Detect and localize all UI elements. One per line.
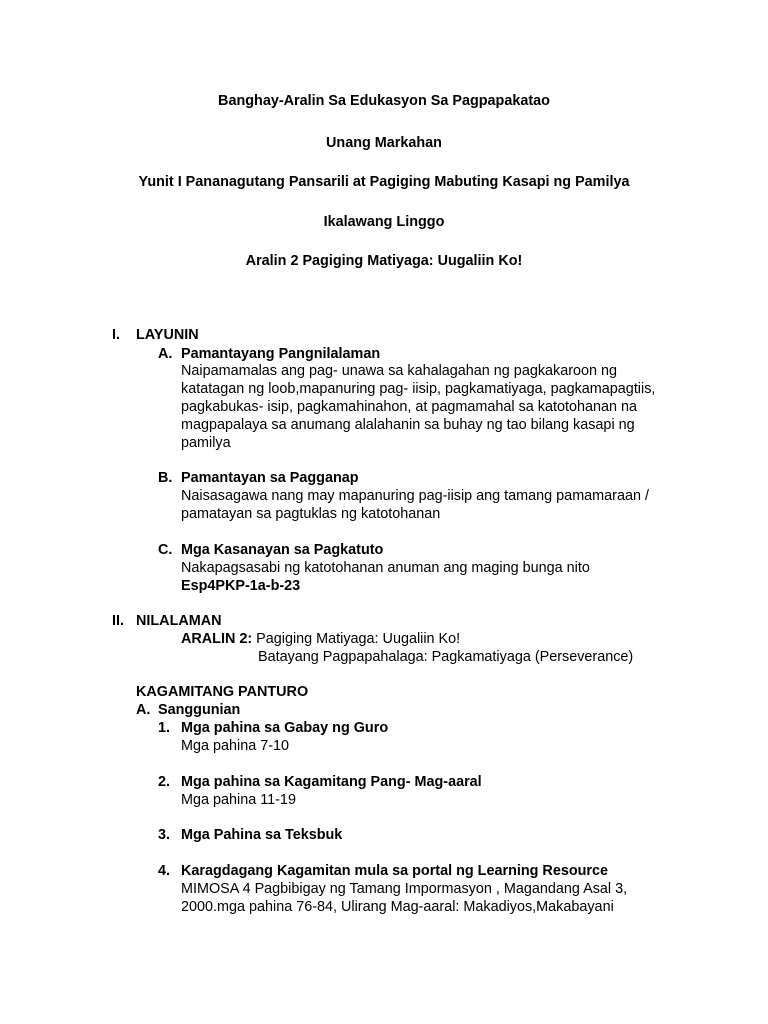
aralin-value: Pagiging Matiyaga: Uugaliin Ko! — [252, 631, 461, 647]
aralin-line — [181, 630, 460, 648]
sanggunian-letter-a: A. — [136, 702, 151, 718]
subsection-letter-c: C. — [158, 542, 173, 558]
batayang-pagpapahalaga: Batayang Pagpapahalaga: Pagkamatiyaga (Perseverance) — [258, 649, 634, 665]
paragraph-line: Nakapagsasabi ng katotohanan anuman ang maging bunga nito — [181, 560, 590, 576]
subsection-title-pamantayan-sa-pagganap: Pamantayan sa Pagganap — [181, 470, 359, 486]
list-item-detail: MIMOSA 4 Pagbibigay ng Tamang Impormasyon , Magandang Asal 3, — [181, 881, 628, 897]
kagamitang-panturo-heading: KAGAMITANG PANTURO — [136, 684, 309, 700]
document-title: Banghay-Aralin Sa Edukasyon Sa Pagpapakatao — [218, 93, 550, 109]
list-item-number: 1. — [158, 720, 171, 736]
subsection-letter-b: B. — [158, 470, 173, 486]
list-item-detail: 2000.mga pahina 76-84, Ulirang Mag-aaral: Makadiyos,Makabayani — [181, 899, 614, 915]
paragraph-line: pamatayan sa pagtuklas ng katotohanan — [181, 506, 441, 522]
section-title-nilalaman: NILALAMAN — [136, 613, 222, 629]
list-item-detail: Mga pahina 7-10 — [181, 738, 290, 754]
subsection-title-mga-kasanayan: Mga Kasanayan sa Pagkatuto — [181, 542, 384, 558]
subsection-letter-a: A. — [158, 346, 173, 362]
list-item-number: 3. — [158, 827, 171, 843]
list-item-title: Karagdagang Kagamitan mula sa portal ng Learning Resource — [181, 863, 609, 879]
list-item-title: Mga pahina sa Gabay ng Guro — [181, 720, 389, 736]
paragraph-line: pagkabukas- isip, pagkamahinahon, at pagmamahal sa katotohanan na — [181, 399, 638, 415]
list-item-detail: Mga pahina 11-19 — [181, 792, 296, 808]
competency-code: Esp4PKP-1a-b-23 — [181, 578, 301, 594]
list-item-title: Mga Pahina sa Teksbuk — [181, 827, 343, 843]
lesson-heading: Aralin 2 Pagiging Matiyaga: Uugaliin Ko! — [245, 253, 523, 269]
quarter-heading: Unang Markahan — [326, 135, 442, 151]
paragraph-line: Naisasagawa nang may mapanuring pag-iisip ang tamang pamamaraan / — [181, 488, 649, 504]
section-number-i: I. — [112, 327, 120, 343]
week-heading: Ikalawang Linggo — [323, 214, 445, 230]
paragraph-line: pamilya — [181, 435, 231, 451]
unit-heading: Yunit I Pananagutang Pansarili at Pagiging Mabuting Kasapi ng Pamilya — [138, 174, 630, 190]
paragraph-line: katatagan ng loob,mapanuring pag- iisip, pagkamatiyaga, pagkamapagtiis, — [181, 381, 656, 397]
section-number-ii: II. — [112, 613, 124, 629]
sanggunian-title: Sanggunian — [158, 702, 241, 718]
subsection-title-pamantayang-pangnilalaman: Pamantayang Pangnilalaman — [181, 346, 381, 362]
paragraph-line: magpapalaya sa anumang alalahanin sa buhay ng tao bilang kasapi ng — [181, 417, 635, 433]
paragraph-line: Naipamamalas ang pag- unawa sa kahalagahan ng pagkakaroon ng — [181, 363, 618, 379]
list-item-title: Mga pahina sa Kagamitang Pang- Mag-aaral — [181, 774, 482, 790]
section-title-layunin: LAYUNIN — [136, 327, 199, 343]
aralin-label: ARALIN 2: — [181, 631, 253, 647]
list-item-number: 2. — [158, 774, 171, 790]
list-item-number: 4. — [158, 863, 171, 879]
